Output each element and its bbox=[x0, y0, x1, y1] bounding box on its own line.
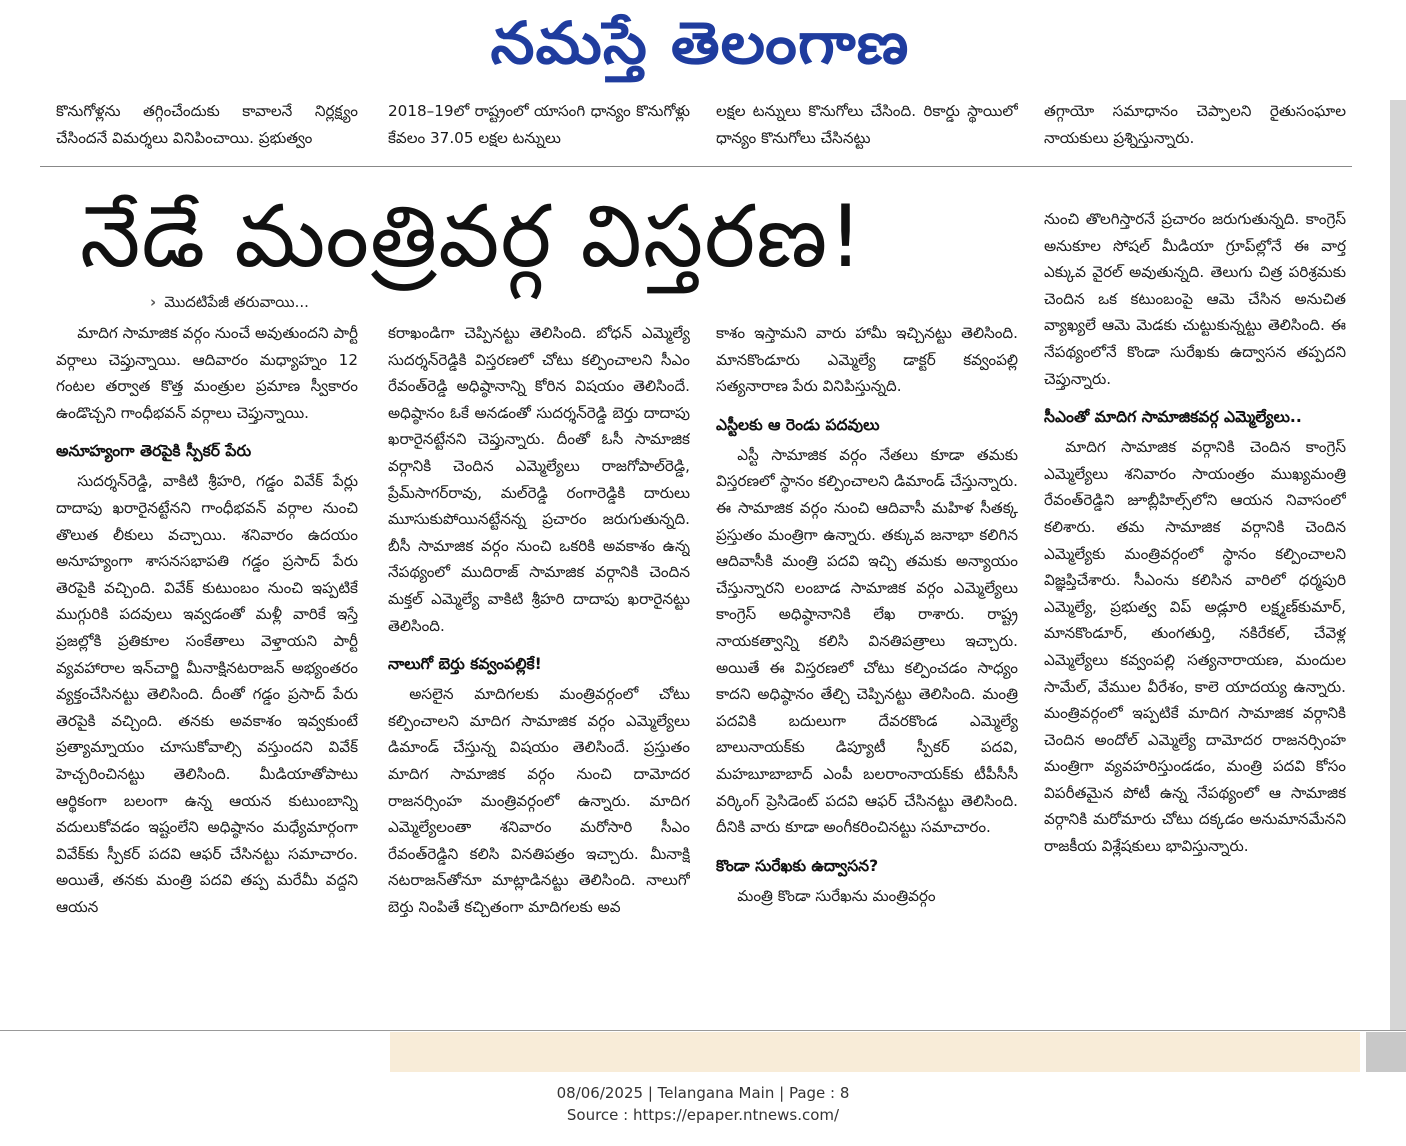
paragraph: మాదిగ సామాజిక వర్గానికి చెందిన కాంగ్రెస్ ఎమ్మెల్యేలు శనివారం సాయంత్రం ముఖ్యమంత్రి రేవంత్‌రెడ్డిని జూబ్లీహిల్స్‌లోని ఆయన నివాసంలో కలిశారు. తమ సామాజిక వర్గానికి చెందిన ఎమ్మెల్యేకు మంత్రివర్గంలో స్థానం కల్పించాలని విజ్ఞప్తిచేశారు. సీఎంను కలిసిన వారిలో ధర్మపురి ఎమ్మెల్యే, ప్రభుత్వ విప్ అడ్లూరి లక్ష్మణ్‌కుమార్, మానకొండూర్, తుంగతుర్తి, నకిరేకల్, చేవెళ్ల ఎమ్మెల్యేలు కవ్వంపల్లి సత్యనారాయణ, మందుల సామేల్, వేముల వీరేశం, కాలె యాదయ్య ఉన్నారు. మంత్రివర్గంలో ఇప్పటికే మాదిగ సామాజిక వర్గానికి చెందిన అందోల్ ఎమ్మెల్యే దామోదర రాజనర్సింహ మంత్రిగా వ్యవహరిస్తుండడం, మంత్రి పదవి కోసం విపరీతమైన పోటీ ఉన్న నేపథ్యంలో ఆ సామాజిక వర్గానికి మరోమారు చోటు దక్కడం అనుమానమేనని రాజకీయ విశ్లేషకులు భావిస్తున్నారు. bbox=[1044, 438, 1346, 856]
paragraph: సుదర్శన్‌రెడ్డి, వాకిటి శ్రీహరి, గడ్డం వివేక్ పేర్లు దాదాపు ఖరారైనట్టేనని గాంధీభవన్ వర్గాల నుంచి తొలుత లీకులు వచ్చాయి. శనివారం ఉదయం అనూహ్యంగా శాసనసభాపతి గడ్డం ప్రసాద్ పేరు తెరపైకి వచ్చింది. వివేక్ కుటుంబం నుంచి ఇప్పటికే ముగ్గురికి పదవులు ఇవ్వడంతో మళ్లీ వారికే ఇస్తే ప్రజల్లోకి ప్రతికూల సంకేతాలు వెళ్తాయని పార్టీ వ్యవహారాల ఇన్‌చార్జి మీనాక్షినటరాజన్ అభ్యంతరం వ్యక్తంచేసినట్టు తెలిసింది. దీంతో గడ్డం ప్రసాద్ పేరు తెరపైకి వచ్చింది. తనకు అవకాశం ఇవ్వకుంటే ప్రత్యామ్నాయం చూసుకోవాల్సి వస్తుందని వివేక్ హెచ్చరించినట్టు తెలిసింది. మీడియాతోపాటు ఆర్థికంగా బలంగా ఉన్న ఆయన కుటుంబాన్ని వదులుకోవడం ఇష్టంలేని అధిష్ఠానం మధ్యేమార్గంగా వివేక్‌కు స్పీకర్ పదవి ఆఫర్ చేసినట్టు సమాచారం. అయితే, తనకు మంత్రి పదవి తప్ప మరేమీ వద్దని ఆయన bbox=[56, 472, 358, 916]
top-strip-text-4: తగ్గాయో సమాధానం చెప్పాలని రైతుసంఘాల నాయకులు ప్రశ్నిస్తున్నారు. bbox=[1044, 102, 1346, 147]
article-headline: నేడే మంత్రివర్గ విస్తరణ! bbox=[80, 187, 864, 287]
top-strip-text-1: కొనుగోళ్లను తగ్గించేందుకు కావాలనే నిర్లక్ష్యం చేసిందనే విమర్శలు వినిపించాయి. ప్రభుత్వం bbox=[56, 102, 358, 147]
page-bottom-rule bbox=[0, 1030, 1406, 1031]
paragraph: ఎస్టీ సామాజిక వర్గం నేతలు కూడా తమకు విస్తరణలో స్థానం కల్పించాలని డిమాండ్ చేస్తున్నారు. ఈ సామాజిక వర్గం నుంచి ఆదివాసీ మహిళ సీతక్క ప్రస్తుతం మంత్రిగా ఉన్నారు. తక్కువ జనాభా కలిగిన ఆదివాసీకి మంత్రి పదవి ఇచ్చి తమకు అన్యాయం చేస్తున్నారని లంబాడ సామాజిక వర్గం ఎమ్మెల్యేలు కాంగ్రెస్ అధిష్ఠానానికి లేఖ రాశారు. రాష్ట్ర నాయకత్వాన్ని కలిసి వినతిపత్రాలు ఇచ్చారు. అయితే ఈ విస్తరణలో చోటు కల్పించడం సాధ్యం కాదని అధిష్ఠానం తేల్చి చెప్పినట్టు తెలిసింది. మంత్రి పదవికి బదులుగా దేవరకొండ ఎమ్మెల్యే బాలునాయక్‌కు డిప్యూటీ స్పీకర్ పదవి, మహబూబాబాద్ ఎంపీ బలరాంనాయక్‌కు టీపీసీసీ వర్కింగ్ ప్రెసిడెంట్ పదవి ఆఫర్ చేసినట్టు తెలిసింది. దీనికి వారు కూడా అంగీకరించినట్టు సమాచారం. bbox=[716, 445, 1018, 837]
page-footer bbox=[0, 1082, 1406, 1126]
subheading: అనూహ్యంగా తెరపైకి స్పీకర్ పేరు bbox=[56, 442, 252, 461]
subheading: నాలుగో బెర్తు కవ్వంపల్లికే! bbox=[388, 655, 542, 674]
top-strip-col-2 bbox=[388, 98, 690, 152]
corner-block bbox=[1366, 1032, 1406, 1072]
paragraph: అసలైన మాదిగలకు మంత్రివర్గంలో చోటు కల్పించాలని మాదిగ సామాజిక వర్గం ఎమ్మెల్యేలు డిమాండ్ చేస్తున్న విషయం తెలిసిందే. ప్రస్తుతం మాదిగ సామాజిక వర్గం నుంచి దామోదర రాజనర్సింహ మంత్రివర్గంలో ఉన్నారు. మాదిగ ఎమ్మెల్యేలంతా శనివారం మరోసారి సీఎం రేవంత్‌రెడ్డిని కలిసి వినతిపత్రం ఇచ్చారు. మీనాక్షి నటరాజన్‌తోనూ మాట్లాడినట్టు తెలిసింది. నాలుగో బెర్తు నింపితే కచ్చితంగా మాదిగలకు అవ bbox=[388, 685, 690, 916]
section-divider bbox=[40, 166, 1352, 167]
top-strip-col-3 bbox=[716, 98, 1018, 152]
paragraph: మాదిగ సామాజిక వర్గం నుంచే అవుతుందని పార్టీ వర్గాలు చెప్తున్నాయి. ఆదివారం మధ్యాహ్నం 12 గంటల తర్వాత కొత్త మంత్రుల ప్రమాణ స్వీకారం ఉండొచ్చని గాంధీభవన్ వర్గాలు చెప్తున్నాయి. bbox=[56, 324, 358, 422]
top-strip-col-1 bbox=[56, 98, 358, 152]
paragraph: కాశం ఇస్తామని వారు హామీ ఇచ్చినట్టు తెలిసింది. మానకొండూరు ఎమ్మెల్యే డాక్టర్ కవ్వంపల్లి సత్యనారాణ పేరు వినిపిస్తున్నది. bbox=[716, 324, 1018, 396]
continued-from-front-page bbox=[150, 290, 309, 314]
subheading: సీఎంతో మాదిగ సామాజికవర్గ ఎమ్మెల్యేలు.. bbox=[1044, 408, 1302, 427]
subheading: కొండా సురేఖకు ఉద్వాసన? bbox=[716, 856, 879, 875]
article-column-2 bbox=[388, 320, 690, 1022]
top-strip-text-3: లక్షల టన్నులు కొనుగోలు చేసింది. రికార్డు స్థాయిలో ధాన్యం కొనుగోలు చేసినట్టు bbox=[716, 102, 1018, 147]
article-column-4 bbox=[1044, 206, 1346, 1022]
paragraph: కరాఖండిగా చెప్పినట్టు తెలిసింది. బోధన్ ఎమ్మెల్యే సుదర్శన్‌రెడ్డికి విస్తరణలో చోటు కల్పించాలని సీఎం రేవంత్‌రెడ్డి అధిష్ఠానాన్ని కోరిన విషయం తెలిసిందే. అధిష్ఠానం ఓకే అనడంతో సుదర్శన్‌రెడ్డి బెర్తు దాదాపు ఖరారైనట్టేనని చెప్తున్నారు. దీంతో ఓసీ సామాజిక వర్గానికి చెందిన ఎమ్మెల్యేలు రాజగోపాల్‌రెడ్డి, ప్రేమ్‌సాగర్‌రావు, మల్‌రెడ్డి రంగారెడ్డికి దారులు మూసుకుపోయినట్టేనన్న ప్రచారం జరుగుతున్నది. బీసీ సామాజిక వర్గం నుంచి ఒకరికి అవకాశం ఉన్న నేపథ్యంలో ముదిరాజ్ సామాజిక వర్గానికి చెందిన మక్తల్ ఎమ్మెల్యే వాకిటి శ్రీహరి దాదాపు ఖరారైనట్టు తెలిసింది. bbox=[388, 324, 690, 635]
adjacent-column-edge bbox=[0, 100, 12, 1020]
source-link[interactable]: Source : https://epaper.ntnews.com/ bbox=[566, 1106, 840, 1124]
right-page-edge bbox=[1390, 100, 1406, 1030]
masthead-logo: నమస్తే తెలంగాణ bbox=[490, 9, 910, 77]
subheading: ఎస్టీలకు ఆ రెండు పదవులు bbox=[716, 415, 880, 434]
edition-info: 08/06/2025 | Telangana Main | Page : 8 bbox=[556, 1084, 850, 1102]
top-strip-text-2: 2018–19లో రాష్ట్రంలో యాసంగి ధాన్యం కొనుగోళ్లు కేవలం 37.05 లక్షల టన్నులు bbox=[388, 102, 690, 147]
top-strip-col-4 bbox=[1044, 98, 1346, 152]
paragraph: నుంచి తొలగిస్తారనే ప్రచారం జరుగుతున్నది. కాంగ్రెస్ అనుకూల సోషల్ మీడియా గ్రూప్‌ల్లోనే ఈ వార్త ఎక్కువ వైరల్ అవుతున్నది. తెలుగు చిత్ర పరిశ్రమకు చెందిన ఒక కటుంబంపై ఆమె చేసిన అనుచిత వ్యాఖ్యలే ఆమె మెడకు చుట్టుకున్నట్టు తెలిసింది. ఈ నేపథ్యంలోనే కొండా సురేఖకు ఉద్వాసన తప్పదని చెప్తున్నారు. bbox=[1044, 210, 1346, 388]
chevron-right-icon: › bbox=[150, 293, 157, 311]
cropped-banner bbox=[390, 1032, 1360, 1072]
paragraph: మంత్రి కొండా సురేఖను మంత్రివర్గం bbox=[737, 886, 936, 905]
article-column-1 bbox=[56, 320, 358, 1022]
article-column-3 bbox=[716, 320, 1018, 1022]
continued-label: మొదటిపేజీ తరువాయి... bbox=[164, 293, 309, 311]
